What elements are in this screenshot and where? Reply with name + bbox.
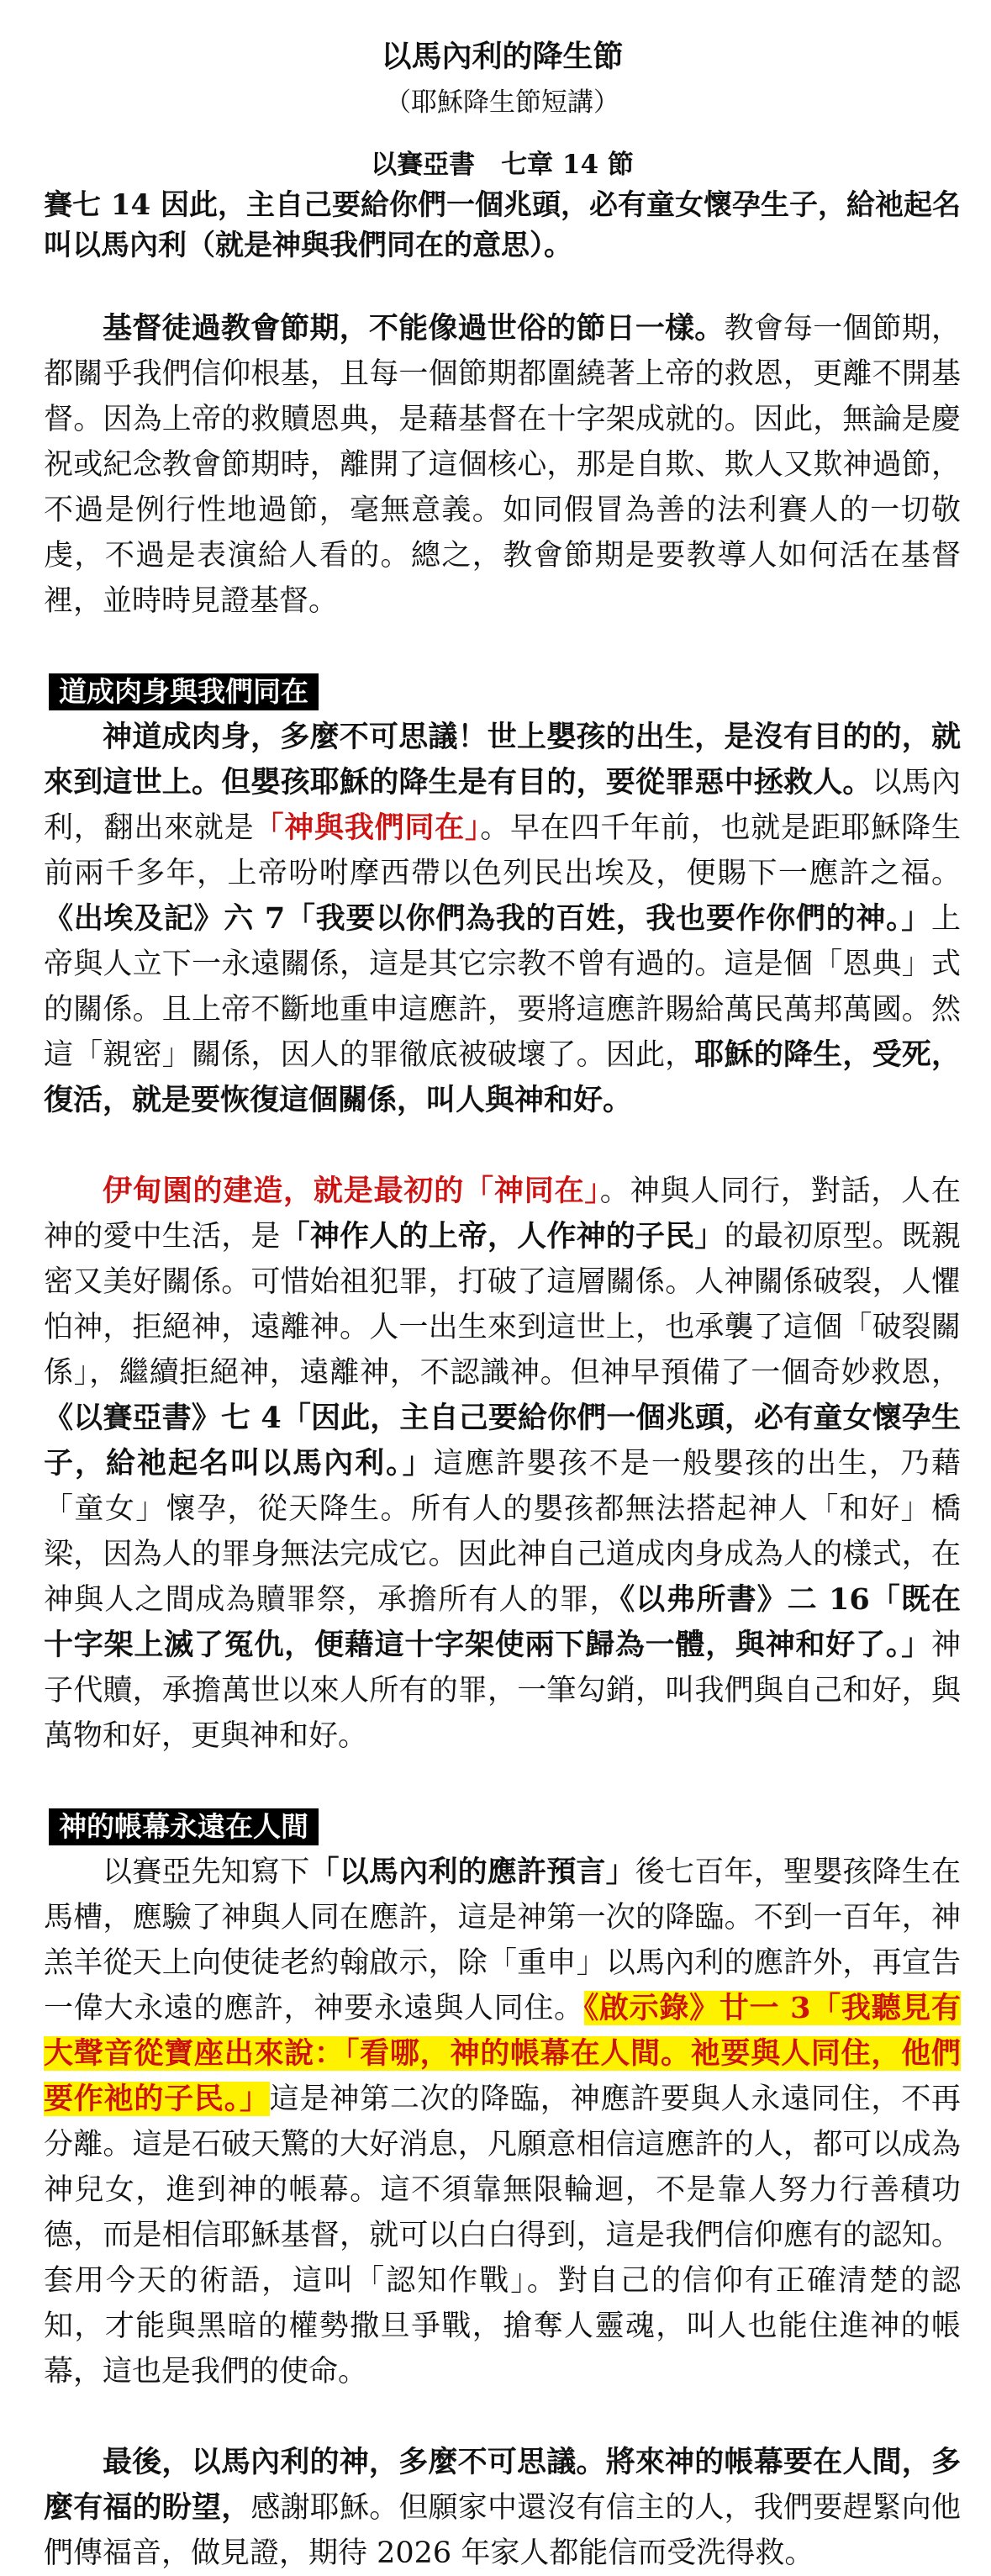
s1p1-conclusion: 耶穌的降生，受死，復活，就是要恢復這個關係，叫人與神和好。 — [44, 1037, 961, 1117]
section2-paragraph-1 — [44, 1850, 961, 2394]
closing-lead: 最後，以馬內利的神，多麼不可思議。將來神的帳幕要在人間，多麼有福的盼望， — [44, 2445, 961, 2525]
page-title: 以馬內利的降生節 — [381, 39, 624, 74]
s1p2-ephesians-quote: 《以弗所書》二 16「既在十字架上滅了冤仇，便藉這十字架使兩下歸為一體，與神和好了。」 — [44, 1582, 961, 1662]
intro-lead: 基督徒過教會節期，不能像過世俗的節日一樣。 — [103, 311, 725, 346]
closing-text: 感謝耶穌。但願家中還沒有信主的人，我們要趕緊向他們傳福音，做見證，期待 2026 年家人都能信而受洗得救。 — [44, 2491, 961, 2570]
s1p2-text-c: 的最初原型。既親密又美好關係。可惜始祖犯罪，打破了這層關係。人神關係破裂，人懼怕神，拒絕神，遠離神。人一出生來到這世上，也承襲了這個「破裂關係」，繼續拒絕神，遠離神，不認識神。但神早預備了一個奇妙救恩， — [44, 1220, 961, 1390]
s1p1-text-c: 上帝與人立下一永遠關係，這是其它宗教不曾有過的。這是個「恩典」式的關係。且上帝不斷地重申這應許，要將這應許賜給萬民萬邦萬國。然這「親密」關係，因人的罪徹底被破壞了。因此， — [44, 902, 961, 1072]
intro-body: 教會每一個節期，都關乎我們信仰根基，且每一個節期都圍繞著上帝的救恩，更離不開基督。因為上帝的救贖恩典，是藉基督在十字架成就的。因此，無論是慶祝或紀念教會節期時，離開了這個核心，那是自欺、欺人又欺神過節，不過是例行性地過節，毫無意義。如同假冒為善的法利賽人的一切敬虔，不過是表演給人看的。總之，教會節期是要教導人如何活在基督裡，並時時見證基督。 — [44, 312, 961, 618]
spacer — [44, 624, 961, 669]
spacer — [44, 1123, 961, 1169]
s1p1-exodus-quote: 《出埃及記》六 7「我要以你們為我的百姓，我也要作你們的神。」 — [44, 901, 931, 936]
page-subtitle: （耶穌降生節短講） — [385, 87, 619, 118]
section-heading-tabernacle: 神的帳幕永遠在人間 — [49, 1808, 319, 1845]
s2p1-text-c: 這是神第二次的降臨，神應許要與人永遠同住，不再分離。這是石破天驚的大好消息，凡願意相信這應許的人，都可以成為神兒女，進到神的帳幕。這不須靠無限輪迴，不是靠人努力行善積功德，而是相信耶穌基督，就可以白白得到，這是我們信仰應有的認知。套用今天的術語，這叫「認知作戰」。對自己的信仰有正確清楚的認知，才能與黑暗的權勢撒旦爭戰，搶奪人靈魂，叫人也能住進神的帳幕，這也是我們的使命。 — [44, 2082, 961, 2389]
s1p1-text-a: 以馬內利，翻出來就是 — [44, 766, 961, 845]
s1p2-text-a: 。神與人同行，對話，人在神的愛中生活，是 — [44, 1175, 961, 1254]
section-heading-incarnation: 道成肉身與我們同在 — [49, 673, 319, 710]
section1-paragraph-1 — [44, 715, 961, 1123]
s1p2-eden-lead: 伊甸園的建造，就是最初的「神同在」 — [103, 1174, 600, 1208]
s2p1-revelation-quote: 《啟示錄》廿一 3「我聽見有大聲音從寶座出來說：「看哪，神的帳幕在人間。祂要與人同住，他們要作祂的子民。」 — [44, 1991, 961, 2116]
s1p1-text-b: 。早在四千年前，也就是距耶穌降生前兩千多年，上帝吩咐摩西帶以色列民出埃及，便賜下一應許之福。 — [44, 811, 961, 890]
s1p2-text-d: 這應許嬰孩不是一般嬰孩的出生，乃藉「童女」懷孕，從天降生。所有人的嬰孩都無法搭起神人「和好」橋梁，因為人的罪身無法完成它。因此神自己道成肉身成為人的樣式，在神與人之間成為贖罪祭，承擔所有人的罪， — [44, 1447, 961, 1617]
section1-paragraph-2 — [44, 1169, 961, 1759]
s1p2-isaiah-quote: 《以賽亞書》七 4「因此，主自己要給你們一個兆頭，必有童女懷孕生子，給祂起名叫以馬內利。」 — [44, 1401, 961, 1481]
closing-paragraph — [44, 2440, 961, 2576]
s2p1-text-b: 後七百年，聖嬰孩降生在馬槽，應驗了神與人同在應許，這是神第一次的降臨。不到一百年，神羔羊從天上向使徒老約翰啟示，除「重申」以馬內利的應許外，再宣告一偉大永遠的應許，神要永遠與人同住。 — [44, 1855, 961, 2025]
s1p2-covenant-phrase: 「神作人的上帝，人作神的子民」 — [280, 1219, 725, 1254]
s2p1-prophecy-phrase: 「以馬內利的應許預言」 — [309, 1855, 635, 1889]
scripture-reference: 以賽亞書 七章 14 節 — [371, 150, 634, 180]
spacer — [44, 2394, 961, 2440]
s1p1-emphasis: 「神與我們同在」 — [254, 810, 481, 845]
intro-paragraph — [44, 306, 961, 624]
s1p2-text-e: 神子代贖，承擔萬世以來人所有的罪，一筆勾銷，叫我們與自己和好，與萬物和好，更與神和好。 — [44, 1628, 961, 1753]
s1p1-lead: 神道成肉身，多麼不可思議！世上嬰孩的出生，是沒有目的的，就來到這世上。但嬰孩耶穌的降生是有目的，要從罪惡中拯救人。 — [44, 720, 961, 800]
spacer — [44, 1759, 961, 1804]
scripture-text: 賽七 14 因此，主自己要給你們一個兆頭，必有童女懷孕生子，給祂起名叫以馬內利（就是神與我們同在的意思）。 — [44, 188, 961, 262]
s2p1-text-a: 以賽亞先知寫下 — [103, 1855, 310, 1889]
